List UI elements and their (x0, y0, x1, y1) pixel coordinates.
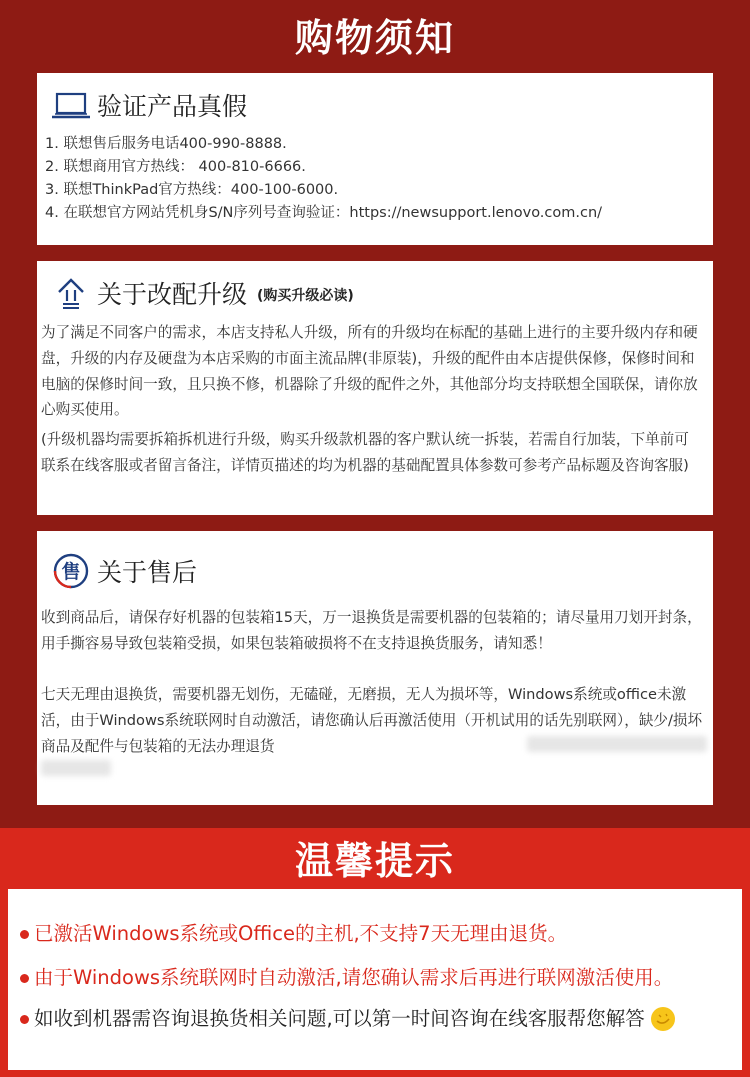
laptop-icon (51, 87, 91, 123)
verify-item: 3. 联想ThinkPad官方热线：400-100-6000. (45, 182, 339, 198)
verify-header (51, 87, 247, 123)
after-sale-header (51, 553, 197, 589)
tip-text: 如收到机器需咨询退换货相关问题,可以第一时间咨询在线客服帮您解答 (34, 1007, 645, 1030)
after-sale-title: 关于售后 (97, 558, 198, 587)
verify-item: 4. 在联想官方网站凭机身S/N序列号查询验证：https://newsupport.lenovo.com.cn/ (45, 205, 603, 221)
bullet-icon (20, 930, 29, 939)
upgrade-subtitle: (购买升级必读) (257, 288, 354, 304)
verify-item: 1. 联想售后服务电话400-990-8888. (45, 136, 287, 152)
blurred-text (527, 736, 707, 752)
upgrade-title: 关于改配升级 (97, 280, 248, 309)
upgrade-header (51, 275, 354, 311)
blurred-text (41, 760, 111, 776)
tip-item (20, 919, 736, 949)
upgrade-card (37, 261, 713, 515)
tip-text: 由于Windows系统联网时自动激活,请您确认需求后再进行联网激活使用。 (34, 966, 674, 989)
verify-product-card (37, 73, 713, 245)
return-policy-paragraph: 七天无理由退换货，需要机器无划伤，无磕碰，无磨损，无人为损坏等，Windows系统或office未激活，由于Windows系统联网时自动激活，请您确认后再激活使用（开机试用的话先别联网），缺少/损坏商品及配件与包装箱的无法办理退货 (41, 686, 703, 755)
tips-title: 温馨提示 (294, 839, 455, 883)
bullet-icon (20, 974, 29, 983)
page-title: 购物须知 (294, 16, 455, 60)
tip-item (20, 963, 736, 993)
svg-text:售: 售 (61, 561, 81, 583)
tips-panel (8, 889, 742, 1070)
verify-item: 2. 联想商用官方热线： 400-810-6666. (45, 159, 306, 175)
verify-title: 验证产品真假 (97, 92, 248, 121)
after-sale-card (37, 531, 713, 805)
verify-list (45, 133, 703, 225)
after-sale-paragraph: 收到商品后，请保存好机器的包装箱15天，万一退换货是需要机器的包装箱的；请尽量用刀划开封条，用手撕容易导致包装箱受损，如果包装箱破损将不在支持退换货服务，请知悉！ (41, 609, 702, 652)
smiley-icon (651, 1007, 675, 1031)
upgrade-arrow-icon (51, 275, 91, 311)
bullet-icon (20, 1015, 29, 1024)
tip-item (20, 1004, 736, 1034)
tip-text: 已激活Windows系统或Office的主机,不支持7天无理由退货。 (34, 922, 568, 945)
upgrade-note: (升级机器均需要拆箱拆机进行升级，购买升级款机器的客户默认统一拆装，若需自行加装，下单前可联系在线客服或者留言备注，详情页描述的均为机器的基础配置具体参数可参考产品标题及咨询客服) (41, 431, 689, 474)
after-sale-badge-icon (51, 553, 91, 589)
upgrade-paragraph: 为了满足不同客户的需求，本店支持私人升级，所有的升级均在标配的基础上进行的主要升级内存和硬盘，升级的内存及硬盘为本店采购的市面主流品牌(非原装)，升级的配件由本店提供保修，保修时间和电脑的保修时间一致，且只换不修，机器除了升级的配件之外，其他部分均支持联想全国联保，请你放心购买使用。 (41, 324, 698, 419)
